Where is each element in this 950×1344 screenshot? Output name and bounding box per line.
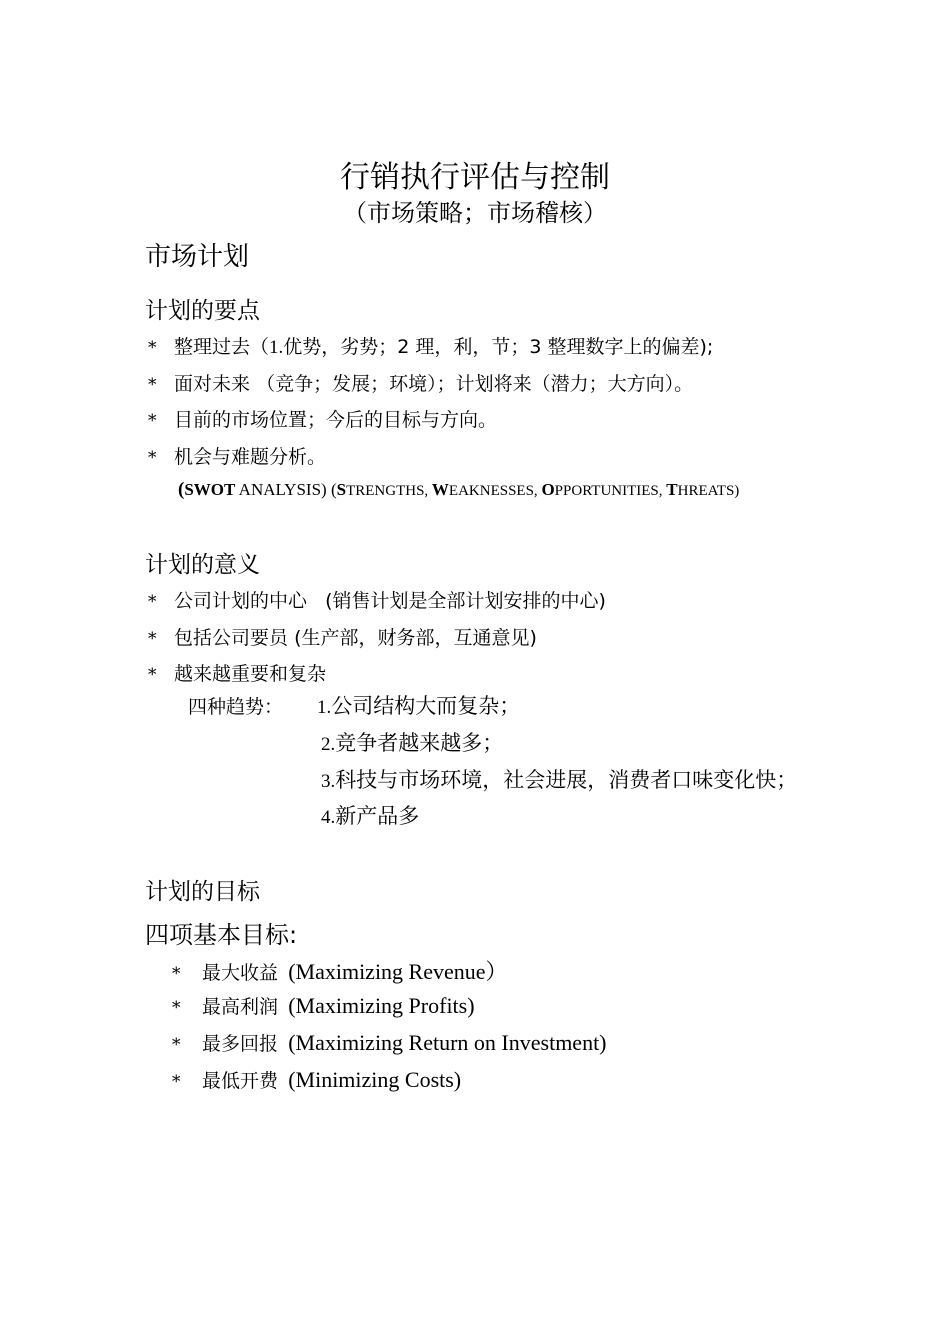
goal-item: * 最低开费 (Minimizing Costs) (172, 1067, 462, 1092)
trend-item: 2.竞争者越来越多； (321, 731, 504, 755)
goal-item: * 最高利润 (Maximizing Profits) (172, 993, 475, 1018)
bullet-star-icon: * (148, 665, 157, 685)
bullet-star-icon: * (172, 1035, 181, 1055)
trend-item: 3.科技与市场环境，社会进展，消费者口味变化快； (321, 768, 798, 792)
bullet-star-icon: * (148, 592, 157, 612)
trend-item: 1.公司结构大而复杂； (317, 694, 521, 718)
swot-analysis-line: (SWOT ANALYSIS) (STRENGTHS, WEAKNESSES, OPPORTUNITIES, THREATS) (178, 479, 740, 500)
list-item: * 面对未来 （竞争；发展；环境）；计划将来（潜力；大方向）。 (148, 373, 694, 395)
list-item: * 公司计划的中心 (销售计划是全部计划安排的中心) (148, 590, 606, 612)
bullet-star-icon: * (148, 338, 157, 358)
document-subtitle: （市场策略；市场稽核） (343, 199, 607, 227)
bullet-star-icon: * (148, 411, 157, 431)
bullet-star-icon: * (148, 448, 157, 468)
goal-item: * 最多回报 (Maximizing Return on Investment) (172, 1030, 607, 1055)
heading-plan-meaning: 计划的意义 (145, 552, 260, 578)
bullet-star-icon: * (148, 629, 157, 649)
list-item: * 越来越重要和复杂 (148, 663, 327, 685)
bullet-star-icon: * (172, 998, 181, 1018)
bullet-star-icon: * (172, 964, 181, 984)
heading-plan-goals: 计划的目标 (145, 879, 260, 905)
bullet-star-icon: * (172, 1072, 181, 1092)
list-item: * 包括公司要员 (生产部，财务部，互通意见) (148, 627, 537, 649)
goal-item: * 最大收益 (Maximizing Revenue） (172, 959, 508, 984)
document-title: 行销执行评估与控制 (340, 160, 610, 195)
list-item: * 整理过去（1.优势，劣势；2 理，利，节；3 整理数字上的偏差); (148, 336, 714, 358)
bullet-star-icon: * (148, 375, 157, 395)
section-heading-market-plan: 市场计划 (145, 242, 250, 272)
heading-plan-points: 计划的要点 (145, 298, 260, 324)
list-item: * 目前的市场位置；今后的目标与方向。 (148, 409, 498, 431)
trend-item: 4.新产品多 (321, 804, 420, 828)
trends-label: 四种趋势： (188, 696, 284, 718)
list-item: * 机会与难题分析。 (148, 446, 327, 468)
heading-four-goals: 四项基本目标: (145, 921, 298, 949)
